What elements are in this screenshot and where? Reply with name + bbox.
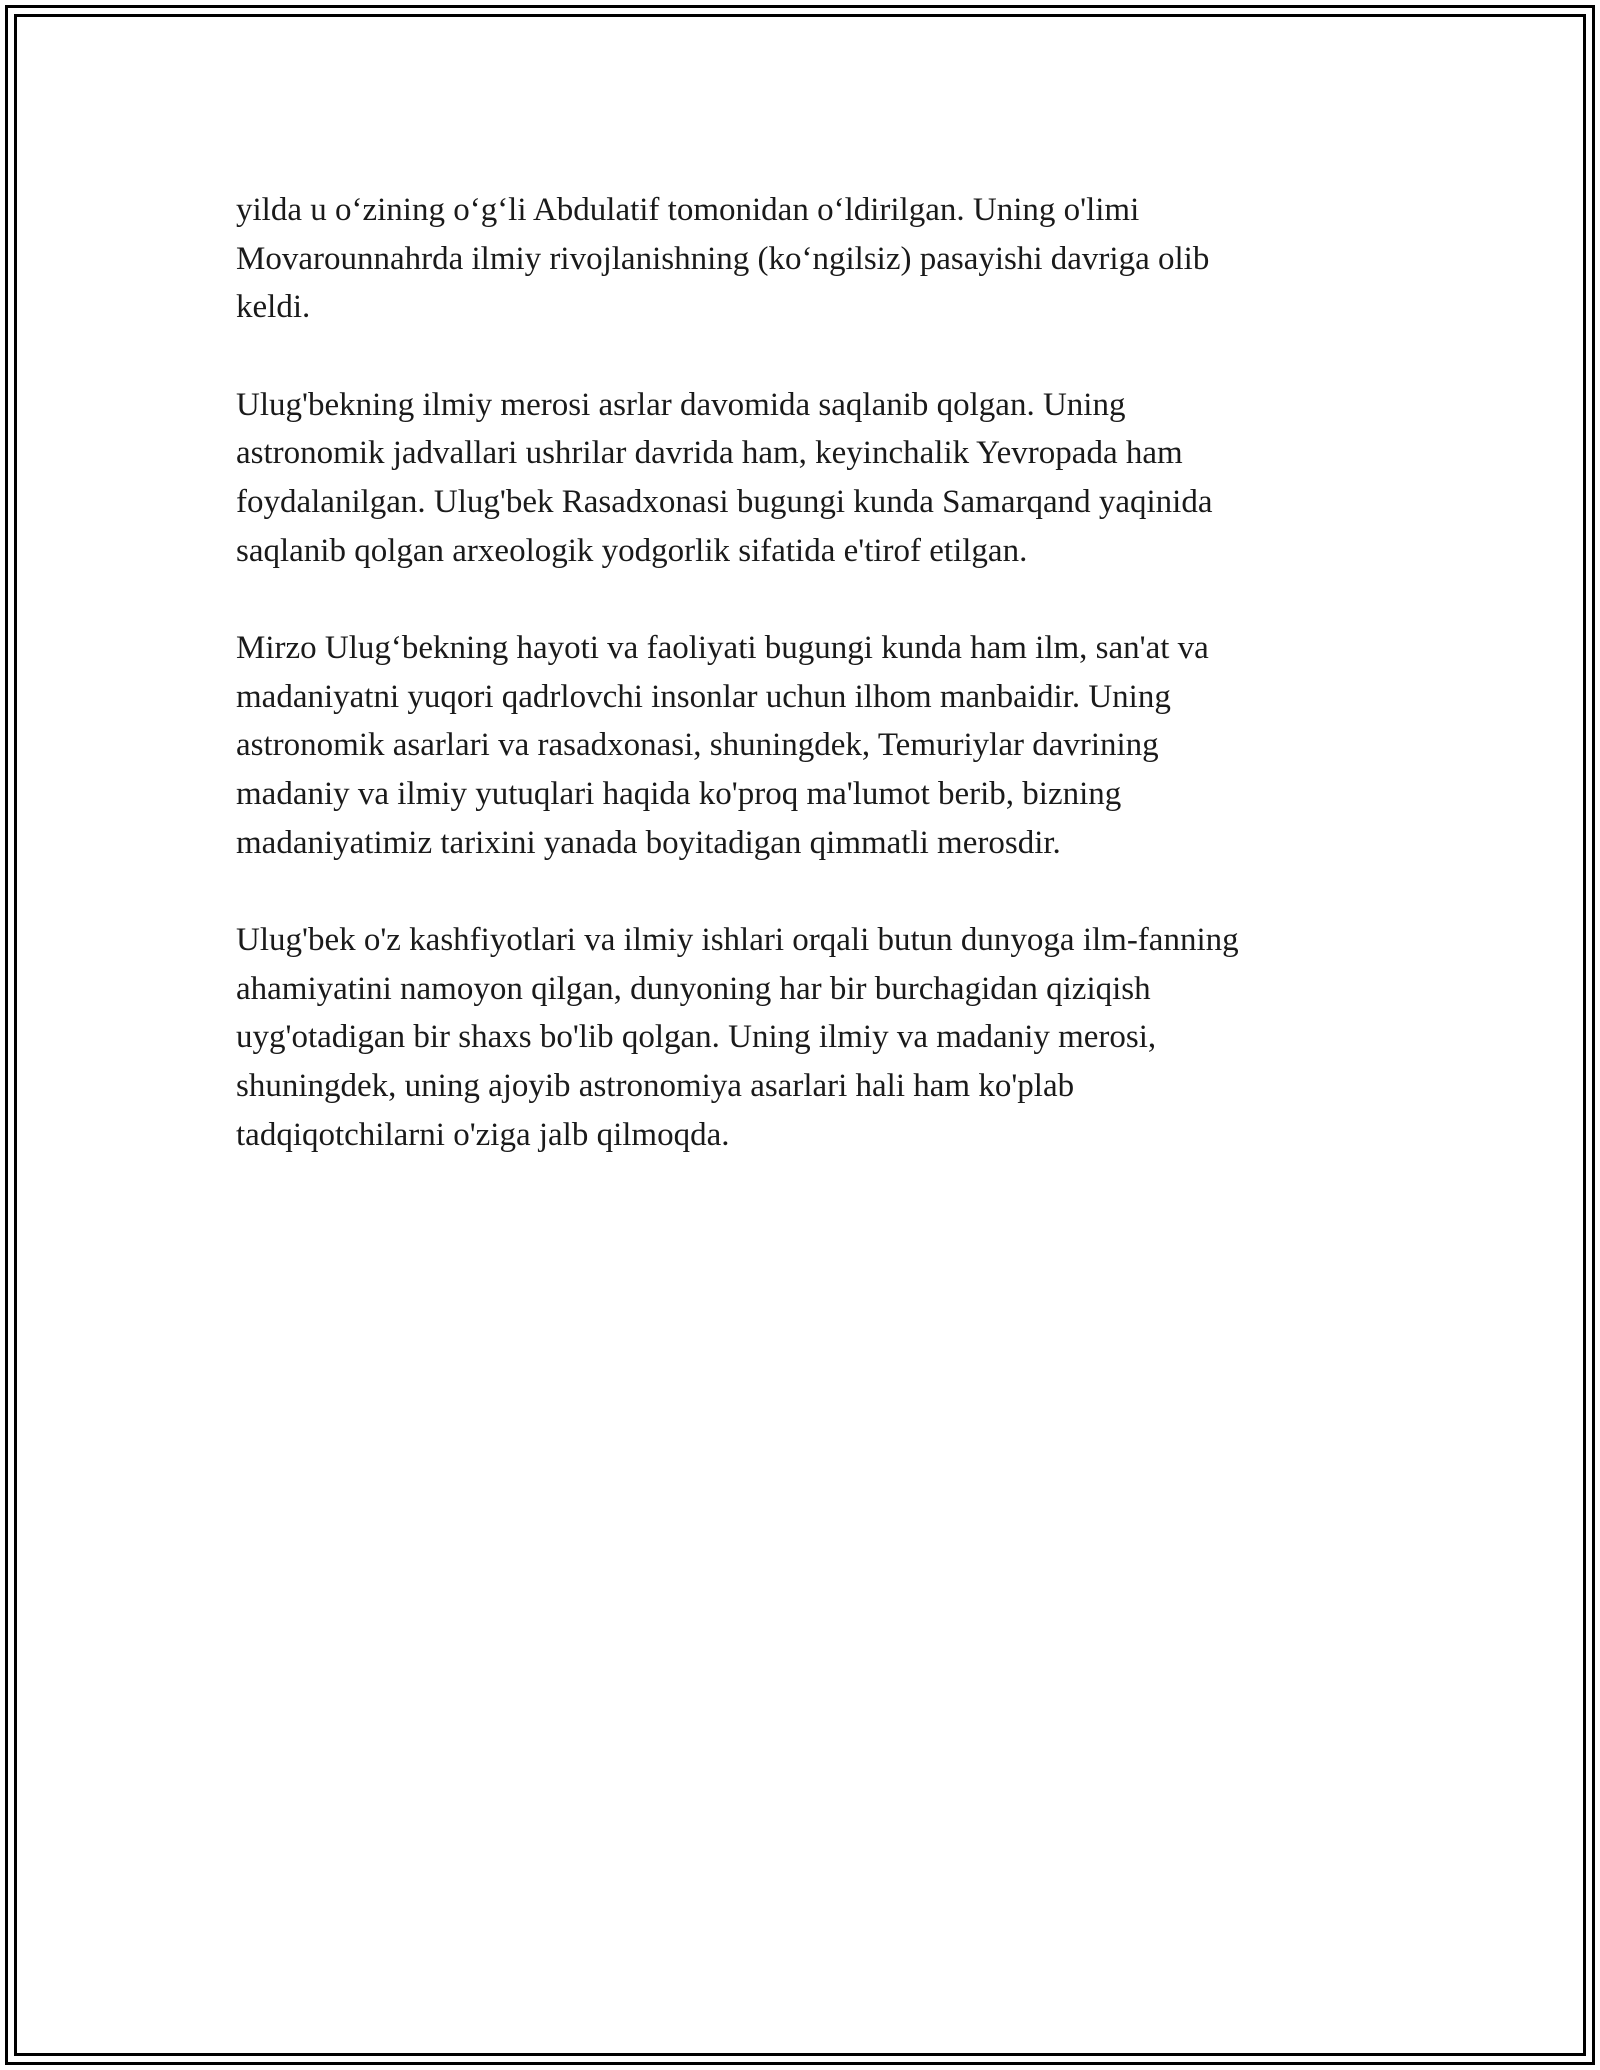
text-line: madaniyatni yuqori qadrlovchi insonlar uchun ilhom manbaidir. Uning [236,678,1171,715]
text-line: tadqiqotchilarni o'ziga jalb qilmoqda. [236,1116,730,1153]
text-line: madaniyatimiz tarixini yanada boyitadigan qimmatli merosdir. [236,824,1061,861]
text-line: astronomik jadvallari ushrilar davrida ham, keyinchalik Yevropada ham [236,435,1183,472]
text-line: foydalanilgan. Ulug'bek Rasadxonasi bugungi kunda Samarqand yaqinida [236,483,1213,520]
text-line: Mirzo Ulug‘bekning hayoti va faoliyati bugungi kunda ham ilm, san'at va [236,630,1209,667]
paragraph-2 [236,381,1366,575]
text-line: shuningdek, uning ajoyib astronomiya asarlari hali ham ko'plab [236,1067,1075,1104]
text-line: ahamiyatini namoyon qilgan, dunyoning har bir burchagidan qiziqish [236,970,1151,1007]
text-line: saqlanib qolgan arxeologik yodgorlik sifatida e'tirof etilgan. [236,532,1028,569]
text-line: Ulug'bekning ilmiy merosi asrlar davomida saqlanib qolgan. Uning [236,386,1126,423]
text-line: astronomik asarlari va rasadxonasi, shuningdek, Temuriylar davrining [236,727,1159,764]
document-body [236,186,1366,1208]
paragraph-4 [236,916,1366,1159]
paragraph-3 [236,624,1366,867]
text-line: Ulug'bek o'z kashfiyotlari va ilmiy ishlari orqali butun dunyoga ilm-fanning [236,922,1239,959]
text-line: keldi. [236,289,311,326]
paragraph-1 [236,186,1366,332]
text-line: uyg'otadigan bir shaxs bo'lib qolgan. Uning ilmiy va madaniy merosi, [236,1019,1157,1056]
text-line: madaniy va ilmiy yutuqlari haqida ko'proq ma'lumot berib, bizning [236,775,1122,812]
text-line: Movarounnahrda ilmiy rivojlanishning (ko‘ngilsiz) pasayishi davriga olib [236,240,1210,277]
text-line: yilda u o‘zining o‘g‘li Abdulatif tomonidan o‘ldirilgan. Uning o'limi [236,192,1140,228]
